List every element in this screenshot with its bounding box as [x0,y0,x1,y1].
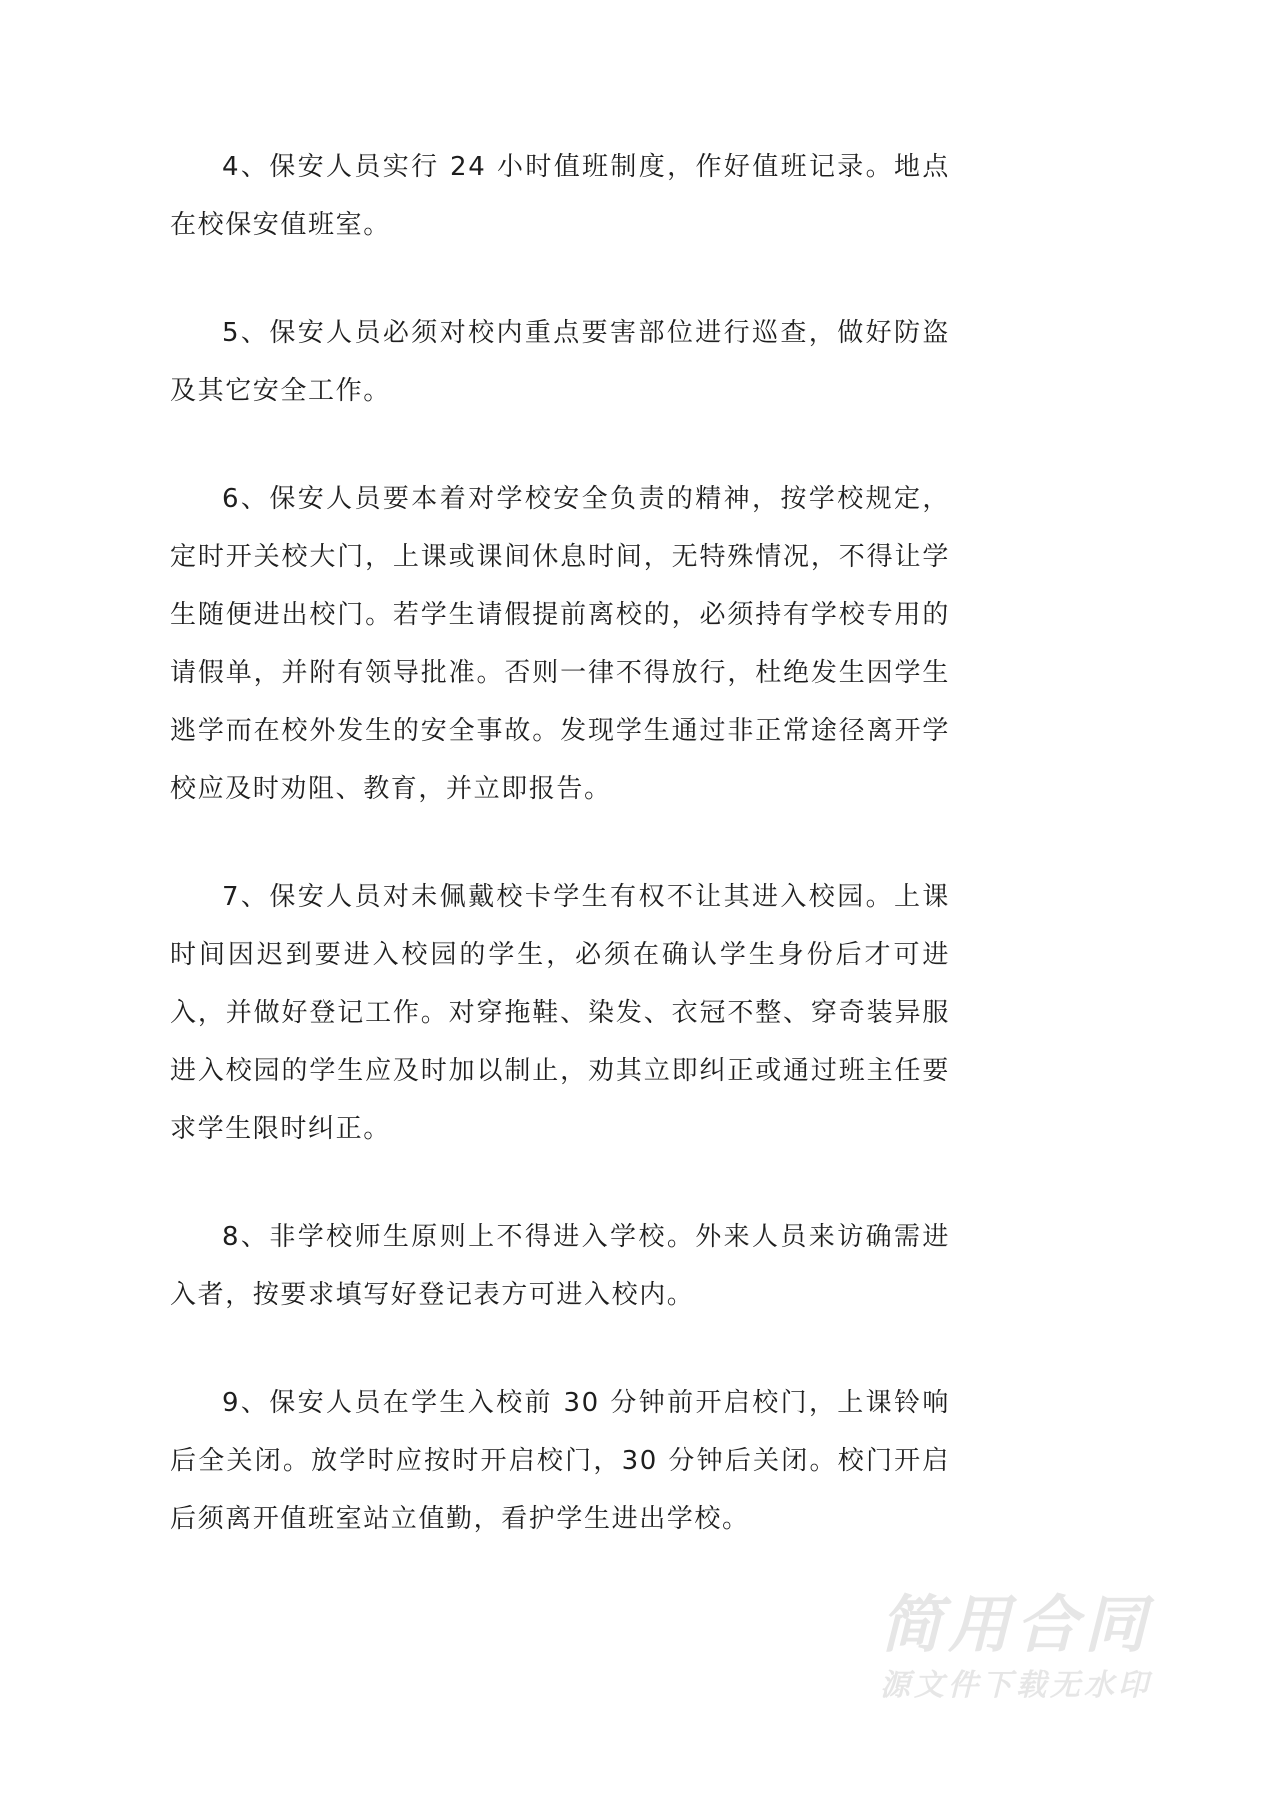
paragraph-item-5: 5、保安人员必须对校内重点要害部位进行巡查，做好防盗及其它安全工作。 [170,318,950,406]
paragraph-item-4: 4、保安人员实行 24 小时值班制度，作好值班记录。地点在校保安值班室。 [170,152,950,240]
paragraph-item-9: 9、保安人员在学生入校前 30 分钟前开启校门，上课铃响后全关闭。放学时应按时开启校门，30 分钟后关闭。校门开启后须离开值班室站立值勤，看护学生进出学校。 [170,1388,950,1534]
paragraph-item-7: 7、保安人员对未佩戴校卡学生有权不让其进入校园。上课时间因迟到要进入校园的学生，必须在确认学生身份后才可进入，并做好登记工作。对穿拖鞋、染发、衣冠不整、穿奇装异服进入校园的学生应及时加以制止，劝其立即纠正或通过班主任要求学生限时纠正。 [170,882,950,1144]
paragraph-item-6: 6、保安人员要本着对学校安全负责的精神，按学校规定，定时开关校大门，上课或课间休息时间，无特殊情况，不得让学生随便进出校门。若学生请假提前离校的，必须持有学校专用的请假单，并附有领导批准。否则一律不得放行，杜绝发生因学生逃学而在校外发生的安全事故。发现学生通过非正常途径离开学校应及时劝阻、教育，并立即报告。 [170,484,950,804]
paragraph-item-8: 8、非学校师生原则上不得进入学校。外来人员来访确需进入者，按要求填写好登记表方可进入校内。 [170,1222,950,1310]
document-page [170,138,950,1598]
watermark-brand: 简用合同 [880,1588,1153,1661]
watermark [880,1590,1200,1704]
watermark-slogan: 源文件下载无水印 [880,1668,1152,1703]
